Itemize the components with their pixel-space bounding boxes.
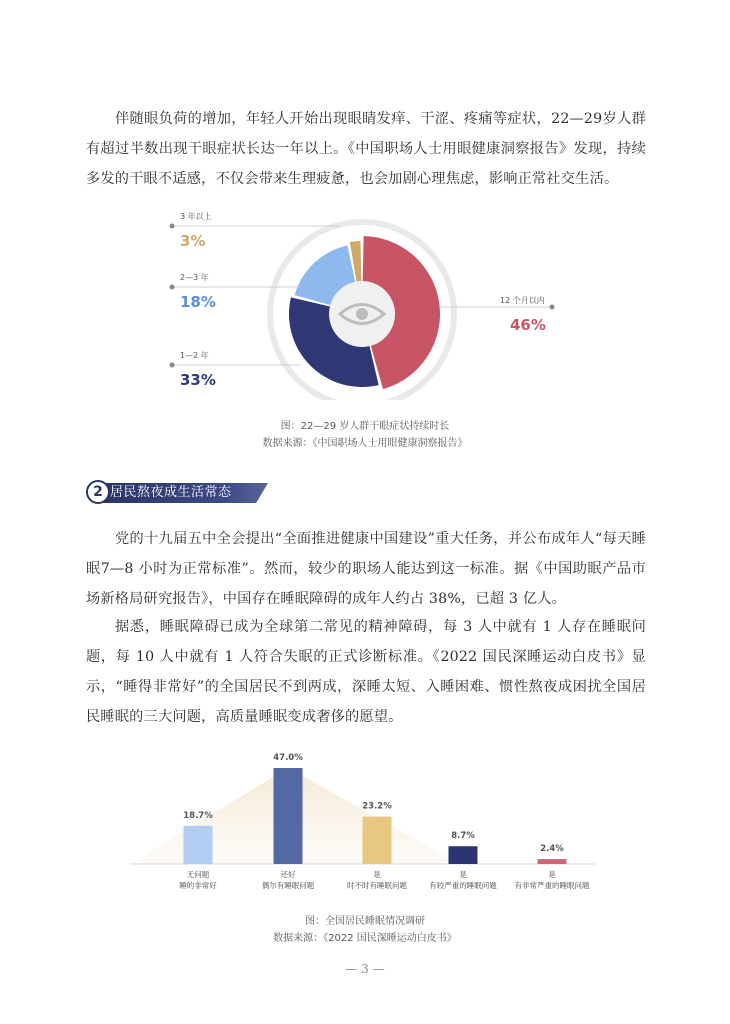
bar-value-label: 2.4% <box>540 844 564 855</box>
chart2-caption: 图：全国居民睡眠情况调研 <box>305 916 425 927</box>
bar-category-label: 无问题 <box>186 870 210 879</box>
bar-category-label: 时不时有睡眠问题 <box>347 881 407 890</box>
bar-category-label: 是 <box>459 870 467 879</box>
bar-value-label: 47.0% <box>273 753 303 763</box>
bar-category-label: 有较严重的睡眠问题 <box>429 881 497 890</box>
bar-2 <box>274 768 303 864</box>
bar-category-label: 是 <box>548 870 556 879</box>
bar-value-label: 8.7% <box>451 831 475 842</box>
section-title: 居民熬夜成生活常态 <box>110 485 232 500</box>
section-heading <box>86 479 286 507</box>
bar-category-label: 偶尔有睡眠问题 <box>261 881 315 890</box>
slice-label-1to2: 1—2 年 <box>180 351 209 360</box>
bar-category-label: 睡的非常好 <box>179 881 217 890</box>
bar-category-label: 还好 <box>280 870 296 879</box>
section-number-badge: 2 <box>86 480 110 504</box>
chart1-source: 数据来源：《中国职场人士用眼健康洞察报告》 <box>262 438 468 449</box>
sleep-standard-paragraph: 党的十九届五中全会提出“全面推进健康中国建设”重大任务，并公布成年人“每天睡眠7—8 小时为正常标准”。然而，较少的职场人能达到这一标准。据《中国助眠产品市场新格局研究报告》，中国存在睡眠障碍的成年人约占 38%，已超 3 亿人。 <box>86 531 646 607</box>
chart2-source: 数据来源：《2022 国民深睡运动白皮书》 <box>273 933 457 944</box>
slice-value-3plus: 3% <box>180 232 206 250</box>
slice-label-2to3: 2—3 年 <box>180 273 209 282</box>
bar-5 <box>538 859 567 864</box>
bar-1 <box>184 826 213 864</box>
bar-chart <box>0 740 730 900</box>
slice-value-2to3: 18% <box>180 293 216 311</box>
bar-3 <box>363 817 392 864</box>
slice-value-1to2: 33% <box>180 371 216 389</box>
donut-chart <box>0 200 730 400</box>
intro-paragraph: 伴随眼负荷的增加，年轻人开始出现眼睛发痒、干涩、疼痛等症状，22—29岁人群有超过半数出现干眼症状长达一年以上。《中国职场人士用眼健康洞察报告》发现，持续多发的干眼不适感，不仅会带来生理疲惫，也会加剧心理焦虑，影响正常社交生活。 <box>86 111 646 187</box>
bar-value-label: 18.7% <box>183 810 213 821</box>
bar-category-label: 有非常严重的睡眠问题 <box>514 881 590 890</box>
bar-category-label: 是 <box>373 870 381 879</box>
bar-4 <box>449 846 478 864</box>
slice-label-3plus: 3 年以上 <box>180 212 212 221</box>
slice-value-12m: 46% <box>510 316 546 334</box>
bar-value-label: 23.2% <box>362 801 392 812</box>
slice-label-12m: 12 个月以内 <box>500 296 545 305</box>
chart1-caption: 图：22—29 岁人群干眼症状持续时长 <box>280 421 450 432</box>
sleep-disorder-paragraph: 据悉，睡眠障碍已成为全球第二常见的精神障碍，每 3 人中就有 1 人存在睡眠问题，每 10 人中就有 1 人符合失眠的正式诊断标准。《2022 国民深睡运动白皮书》显示，“睡得非常好”的全国居民不到两成，深睡太短、入睡困难、惯性熬夜成困扰全国居民睡眠的三大问题，高质量睡眠变成奢侈的愿望。 <box>86 619 646 725</box>
page-number: — 3 — <box>345 962 385 976</box>
